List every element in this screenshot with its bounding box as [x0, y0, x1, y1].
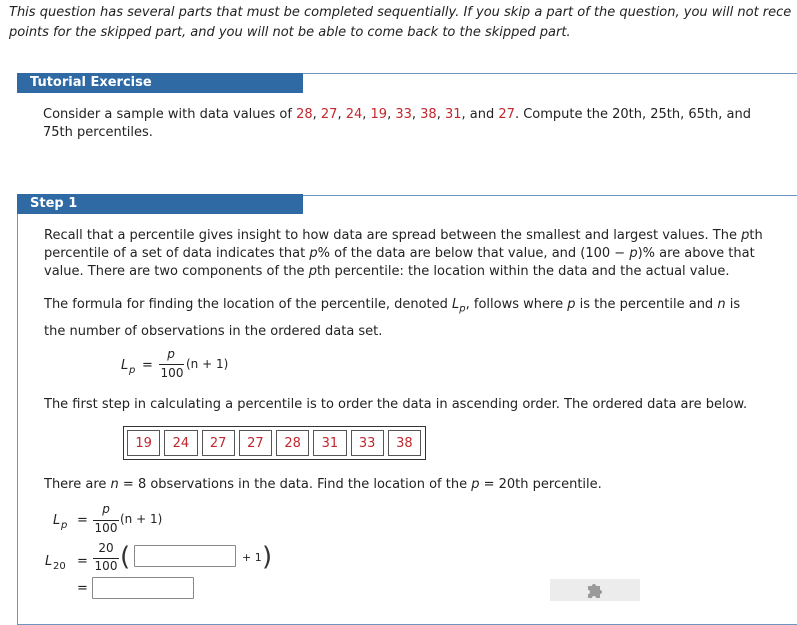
value-6: 38 [420, 107, 437, 122]
ordered-value: 24 [164, 430, 197, 456]
tutorial-header: Tutorial Exercise [17, 73, 303, 93]
ordered-value: 27 [239, 430, 272, 456]
value-4: 19 [370, 107, 388, 122]
step1-paragraph-4: There are n = 8 observations in the data. Find the location of the p = 20th percentile. [44, 477, 602, 492]
n-answer-input[interactable] [134, 545, 236, 567]
hint-button[interactable] [550, 579, 640, 601]
ordered-value: 31 [313, 430, 346, 456]
step1-paragraph-1: Recall that a percentile gives insight to how data are spread between the smallest and largest values. The pth percentile of a set of data indicates that p% of the data are below that value, and (100 − p)% are above that value. There are two components of the pth percentile: the location within the data and the actual value. [44, 228, 763, 279]
ordered-value: 28 [276, 430, 309, 456]
ordered-value: 19 [127, 430, 160, 456]
value-1: 28 [296, 107, 313, 122]
value-8: 27 [498, 107, 515, 122]
notice-line-1: This question has several parts that must be completed sequentially. If you skip a part of the question, you will not rece [9, 5, 792, 20]
value-2: 27 [320, 107, 338, 122]
value-5: 33 [395, 107, 412, 122]
notice-line-2: points for the skipped part, and you will not be able to come back to the skipped part. [9, 25, 571, 40]
ordered-value: 27 [202, 430, 235, 456]
tutorial-question-line-2: 75th percentiles. [43, 125, 153, 140]
step1-header: Step 1 [17, 194, 303, 214]
value-7: 31 [444, 107, 462, 122]
ordered-value: 38 [388, 430, 421, 456]
puzzle-icon [585, 580, 605, 600]
ordered-value: 33 [351, 430, 384, 456]
step1-paragraph-2: The formula for finding the location of the percentile, denoted $L_p$, follows where p is the percentile and n is the number of observations in the ordered data set. [44, 297, 741, 339]
step1-paragraph-3: The first step in calculating a percentile is to order the data in ascending order. The ordered data are below. [44, 397, 748, 412]
location-result-input[interactable] [92, 577, 194, 599]
tutorial-question: Consider a sample with data values of 28, 27, 24, 19, 33, 38, 31, and 27. Compute the 20th, 25th, 65th, and 75th percentiles. [43, 106, 783, 142]
sequential-notice [9, 3, 797, 43]
value-3: 24 [345, 107, 363, 122]
ordered-data-row [123, 426, 426, 460]
